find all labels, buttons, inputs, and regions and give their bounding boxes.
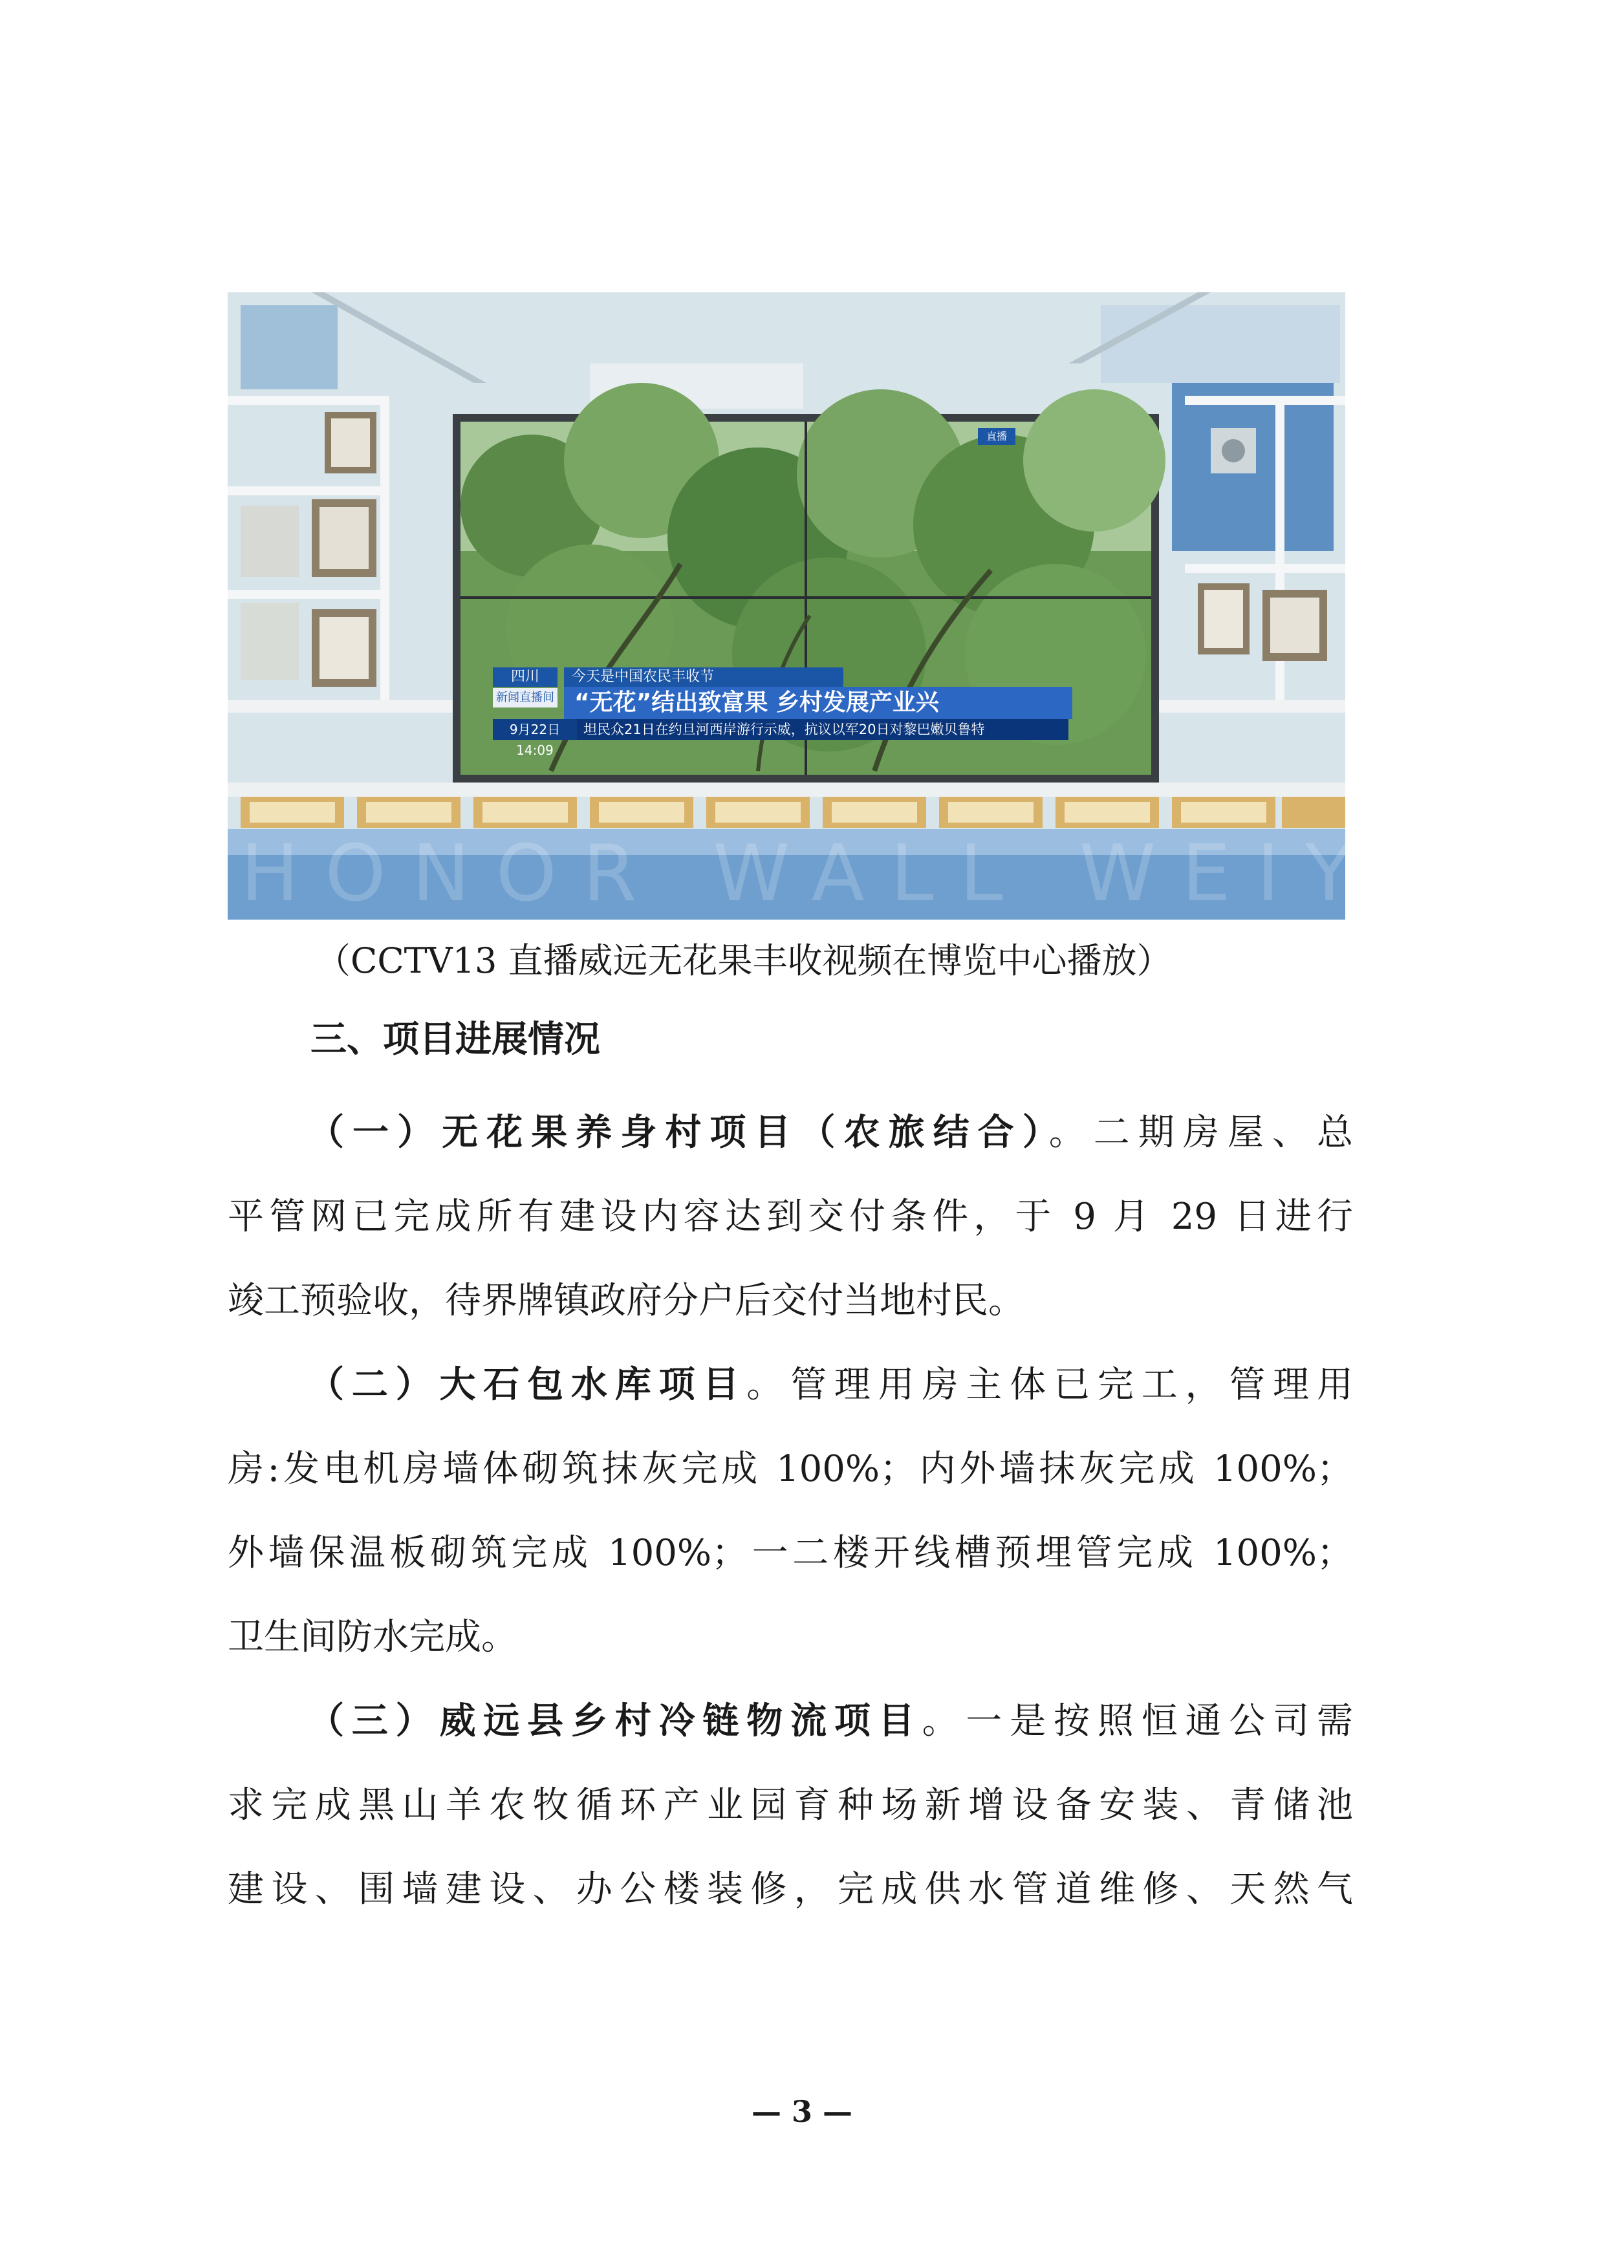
paragraph-cold-chain-logistics [228,1679,1353,1932]
page-number: — 3 — [751,2094,853,2129]
paragraph-fig-village [228,1091,1353,1343]
paragraph-line: 卫生间防水完成。 [228,1616,517,1658]
tv-program-brand: 新闻直播间 [493,688,558,707]
item-title: （二）大石包水库项目 [308,1364,747,1406]
wall-watermark-text: HONOR WALL WEIYUAN [241,829,1624,919]
paragraph-line: 竣工预验收，待界牌镇政府分户后交付当地村民。 [228,1280,1024,1322]
paragraph-line: （三）威远县乡村冷链物流项目。一是按照恒通公司需 [308,1700,1354,1742]
photo-caption: （CCTV13 直播威远无花果丰收视频在博览中心播放） [316,940,1172,981]
item-title: （一）无花果养身村项目（农旅结合） [308,1112,1049,1154]
paragraph-line: （二）大石包水库项目。管理用房主体已完工，管理用 [308,1364,1354,1406]
item-title: （三）威远县乡村冷链物流项目 [308,1700,922,1742]
paragraph-line: 房:发电机房墙体砌筑抹灰完成 100%；内外墙抹灰完成 100%； [228,1448,1353,1490]
tv-headline: “无花”结出致富果 乡村发展产业兴 [564,687,1072,719]
tv-region-tag: 四川 [493,667,558,687]
section-heading: 三、项目进展情况 [310,1019,600,1061]
paragraph-line: 求完成黑山羊农牧循环产业园育种场新增设备安装、青储池 [228,1784,1353,1826]
paragraph-line: 平管网已完成所有建设内容达到交付条件，于 9 月 29 日进行 [228,1196,1353,1238]
paragraph-line: 外墙保温板砌筑完成 100%；一二楼开线槽预埋管完成 100%； [228,1532,1353,1574]
tv-live-logo: 直播 [978,428,1015,445]
tv-subtitle: 今天是中国农民丰收节 [564,667,843,687]
tv-datetime: 9月22日 14:09 [493,719,577,740]
tv-news-crawl: 坦民众21日在约旦河西岸游行示威，抗议以军20日对黎巴嫩贝鲁特 [577,719,1068,740]
paragraph-line: （一）无花果养身村项目（农旅结合）。二期房屋、总 [308,1112,1354,1154]
exhibition-scene-image [228,292,1624,920]
paragraph-dashibao-reservoir [228,1343,1353,1679]
photo-cctv13-broadcast [228,292,1624,920]
tv-news-overlay [493,667,1062,758]
paragraph-line: 建设、围墙建设、办公楼装修，完成供水管道维修、天然气 [228,1868,1353,1910]
